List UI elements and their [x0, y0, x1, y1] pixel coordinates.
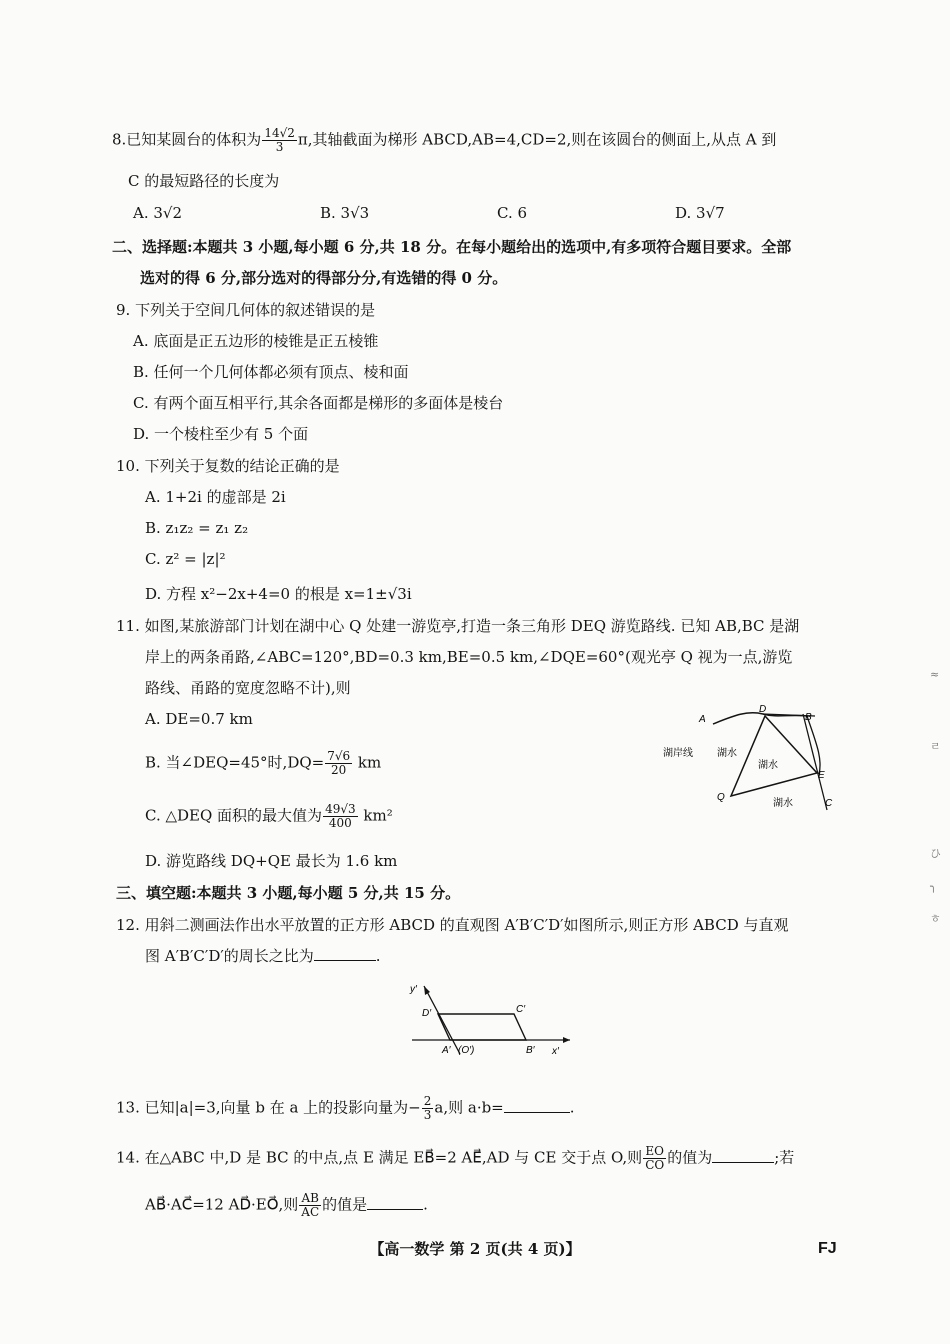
label-q: Q [717, 792, 725, 803]
q11-lake-figure [655, 700, 845, 820]
q11-option-b: B. 当∠DEQ=45°时,DQ= $\frac{7√6}{20}$ km [145, 749, 382, 777]
q8-option-b: B. 3√3 [320, 204, 370, 222]
y-axis-arrow [424, 986, 430, 995]
q9-option-c: C. 有两个面互相平行,其余各面都是梯形的多面体是棱台 [133, 394, 504, 412]
label-water-3: 湖水 [773, 798, 793, 809]
q8-option-d: D. 3√7 [675, 204, 725, 222]
q14-answer-blank-2[interactable] [367, 1209, 423, 1210]
label-y-axis: y′ [410, 984, 417, 995]
margin-mark-2: ㄹ [930, 740, 941, 753]
q14-answer-blank-1[interactable] [712, 1162, 774, 1163]
label-c-prime: C′ [516, 1004, 526, 1015]
label-e: E [818, 770, 825, 781]
q13-line: 13. 已知|a|=3,向量 b 在 a 上的投影向量为− $\frac{2}{3}$ a,则 a·b= . [116, 1094, 575, 1122]
label-o-prime: (O′) [458, 1045, 475, 1056]
q12-line1: 12. 用斜二测画法作出水平放置的正方形 ABCD 的直观图 A′B′C′D′如图所示,则正方形 ABCD 与直观 [116, 916, 789, 934]
q14-fraction-ab-ac: $\frac{AB}{AC}$ [301, 1191, 320, 1219]
q8-volume-fraction: $\frac{14√2}{3}$ [264, 126, 295, 154]
paper-code: FJ [818, 1240, 837, 1257]
q8-after-frac: π,其轴截面为梯形 ABCD,AB=4,CD=2,则在该圆台的侧面上,从点 A 到 [297, 130, 777, 149]
q10-option-a: A. 1+2i 的虚部是 2i [145, 488, 286, 506]
q11-line3: 路线、甬路的宽度忽略不计),则 [145, 679, 351, 697]
q14-fraction-eo-co: $\frac{EO}{CO}$ [645, 1144, 665, 1172]
q10-option-b: B. z₁z₂ = z₁ z₂ [145, 519, 249, 537]
q11-line2: 岸上的两条甬路,∠ABC=120°,BD=0.3 km,BE=0.5 km,∠DQE=60°(观光亭 Q 视为一点,游览 [145, 648, 793, 666]
q9-option-a: A. 底面是正五边形的棱锥是正五棱锥 [133, 332, 379, 350]
label-water-2: 湖水 [758, 760, 778, 771]
q11-option-c: C. △DEQ 面积的最大值为 $\frac{49√3}{400}$ km² [145, 802, 393, 830]
label-b: B [805, 712, 812, 723]
q8-line2: C 的最短路径的长度为 [128, 172, 280, 190]
y-axis [424, 986, 460, 1054]
margin-mark-3: ひ [930, 847, 941, 860]
shore-right [807, 716, 820, 774]
q11-line1: 11. 如图,某旅游部门计划在湖中心 Q 处建一游览亭,打造一条三角形 DEQ 游览路线. 已知 AB,BC 是湖 [116, 617, 800, 635]
q11-option-a: A. DE=0.7 km [145, 710, 253, 728]
q12-oblique-figure [400, 978, 580, 1060]
section3-heading: 三、填空题:本题共 3 小题,每小题 5 分,共 15 分。 [116, 884, 461, 902]
q10-option-d: D. 方程 x²−2x+4=0 的根是 x=1±√3i [145, 585, 412, 603]
label-d: D [759, 704, 767, 715]
margin-mark-4: ╮ [930, 880, 937, 893]
triangle-deq [731, 716, 817, 796]
label-a-prime: A′ [442, 1045, 451, 1056]
page-footer: 【高一数学 第 2 页(共 4 页)】 [369, 1240, 581, 1258]
q14-line1: 14. 在△ABC 中,D 是 BC 的中点,点 E 满足 EB⃗=2 AE⃗,AD 与 CE 交于点 O,则 $\frac{EO}{CO}$ 的值为 ;若 [116, 1144, 795, 1172]
label-a: A [699, 714, 706, 725]
label-c: C [825, 798, 833, 809]
label-d-prime: D′ [422, 1008, 432, 1019]
q9-option-b: B. 任何一个几何体都必须有顶点、棱和面 [133, 363, 409, 381]
section2-heading-line1: 二、选择题:本题共 3 小题,每小题 6 分,共 18 分。在每小题给出的选项中,有多项符合题目要求。全部 [112, 238, 792, 256]
q10-option-c: C. z² = |z|² [145, 550, 226, 568]
q12-line2: 图 A′B′C′D′的周长之比为 . [145, 947, 381, 965]
q8-option-a: A. 3√2 [133, 204, 183, 222]
q13-answer-blank[interactable] [504, 1112, 570, 1113]
q9-option-d: D. 一个棱柱至少有 5 个面 [133, 425, 309, 443]
q10-stem: 10. 下列关于复数的结论正确的是 [116, 457, 340, 475]
label-b-prime: B′ [526, 1045, 535, 1056]
q11-b-fraction: $\frac{7√6}{20}$ [327, 749, 351, 777]
q8-prefix: 8.已知某圆台的体积为 [112, 130, 262, 149]
q14-line2: AB⃗·AC⃗=12 AD⃗·EO⃗,则 $\frac{AB}{AC}$ 的值是 . [145, 1191, 428, 1219]
q12-answer-blank[interactable] [314, 960, 376, 961]
x-axis-arrow [563, 1037, 570, 1043]
q13-fraction: $\frac{2}{3}$ [423, 1094, 432, 1122]
section2-heading-line2: 选对的得 6 分,部分选对的得部分分,有选错的得 0 分。 [140, 269, 508, 287]
label-water-1: 湖水 [717, 748, 737, 759]
q8-line1 [112, 127, 776, 154]
q9-stem: 9. 下列关于空间几何体的叙述错误的是 [116, 301, 376, 319]
q11-option-d: D. 游览路线 DQ+QE 最长为 1.6 km [145, 852, 398, 870]
q11-c-fraction: $\frac{49√3}{400}$ [325, 802, 356, 830]
q8-option-c: C. 6 [497, 204, 528, 222]
label-x-axis: x′ [552, 1046, 559, 1057]
margin-mark-1: ≈ [930, 668, 940, 681]
margin-mark-5: ㅎ [930, 912, 941, 925]
label-shore: 湖岸线 [663, 748, 693, 759]
